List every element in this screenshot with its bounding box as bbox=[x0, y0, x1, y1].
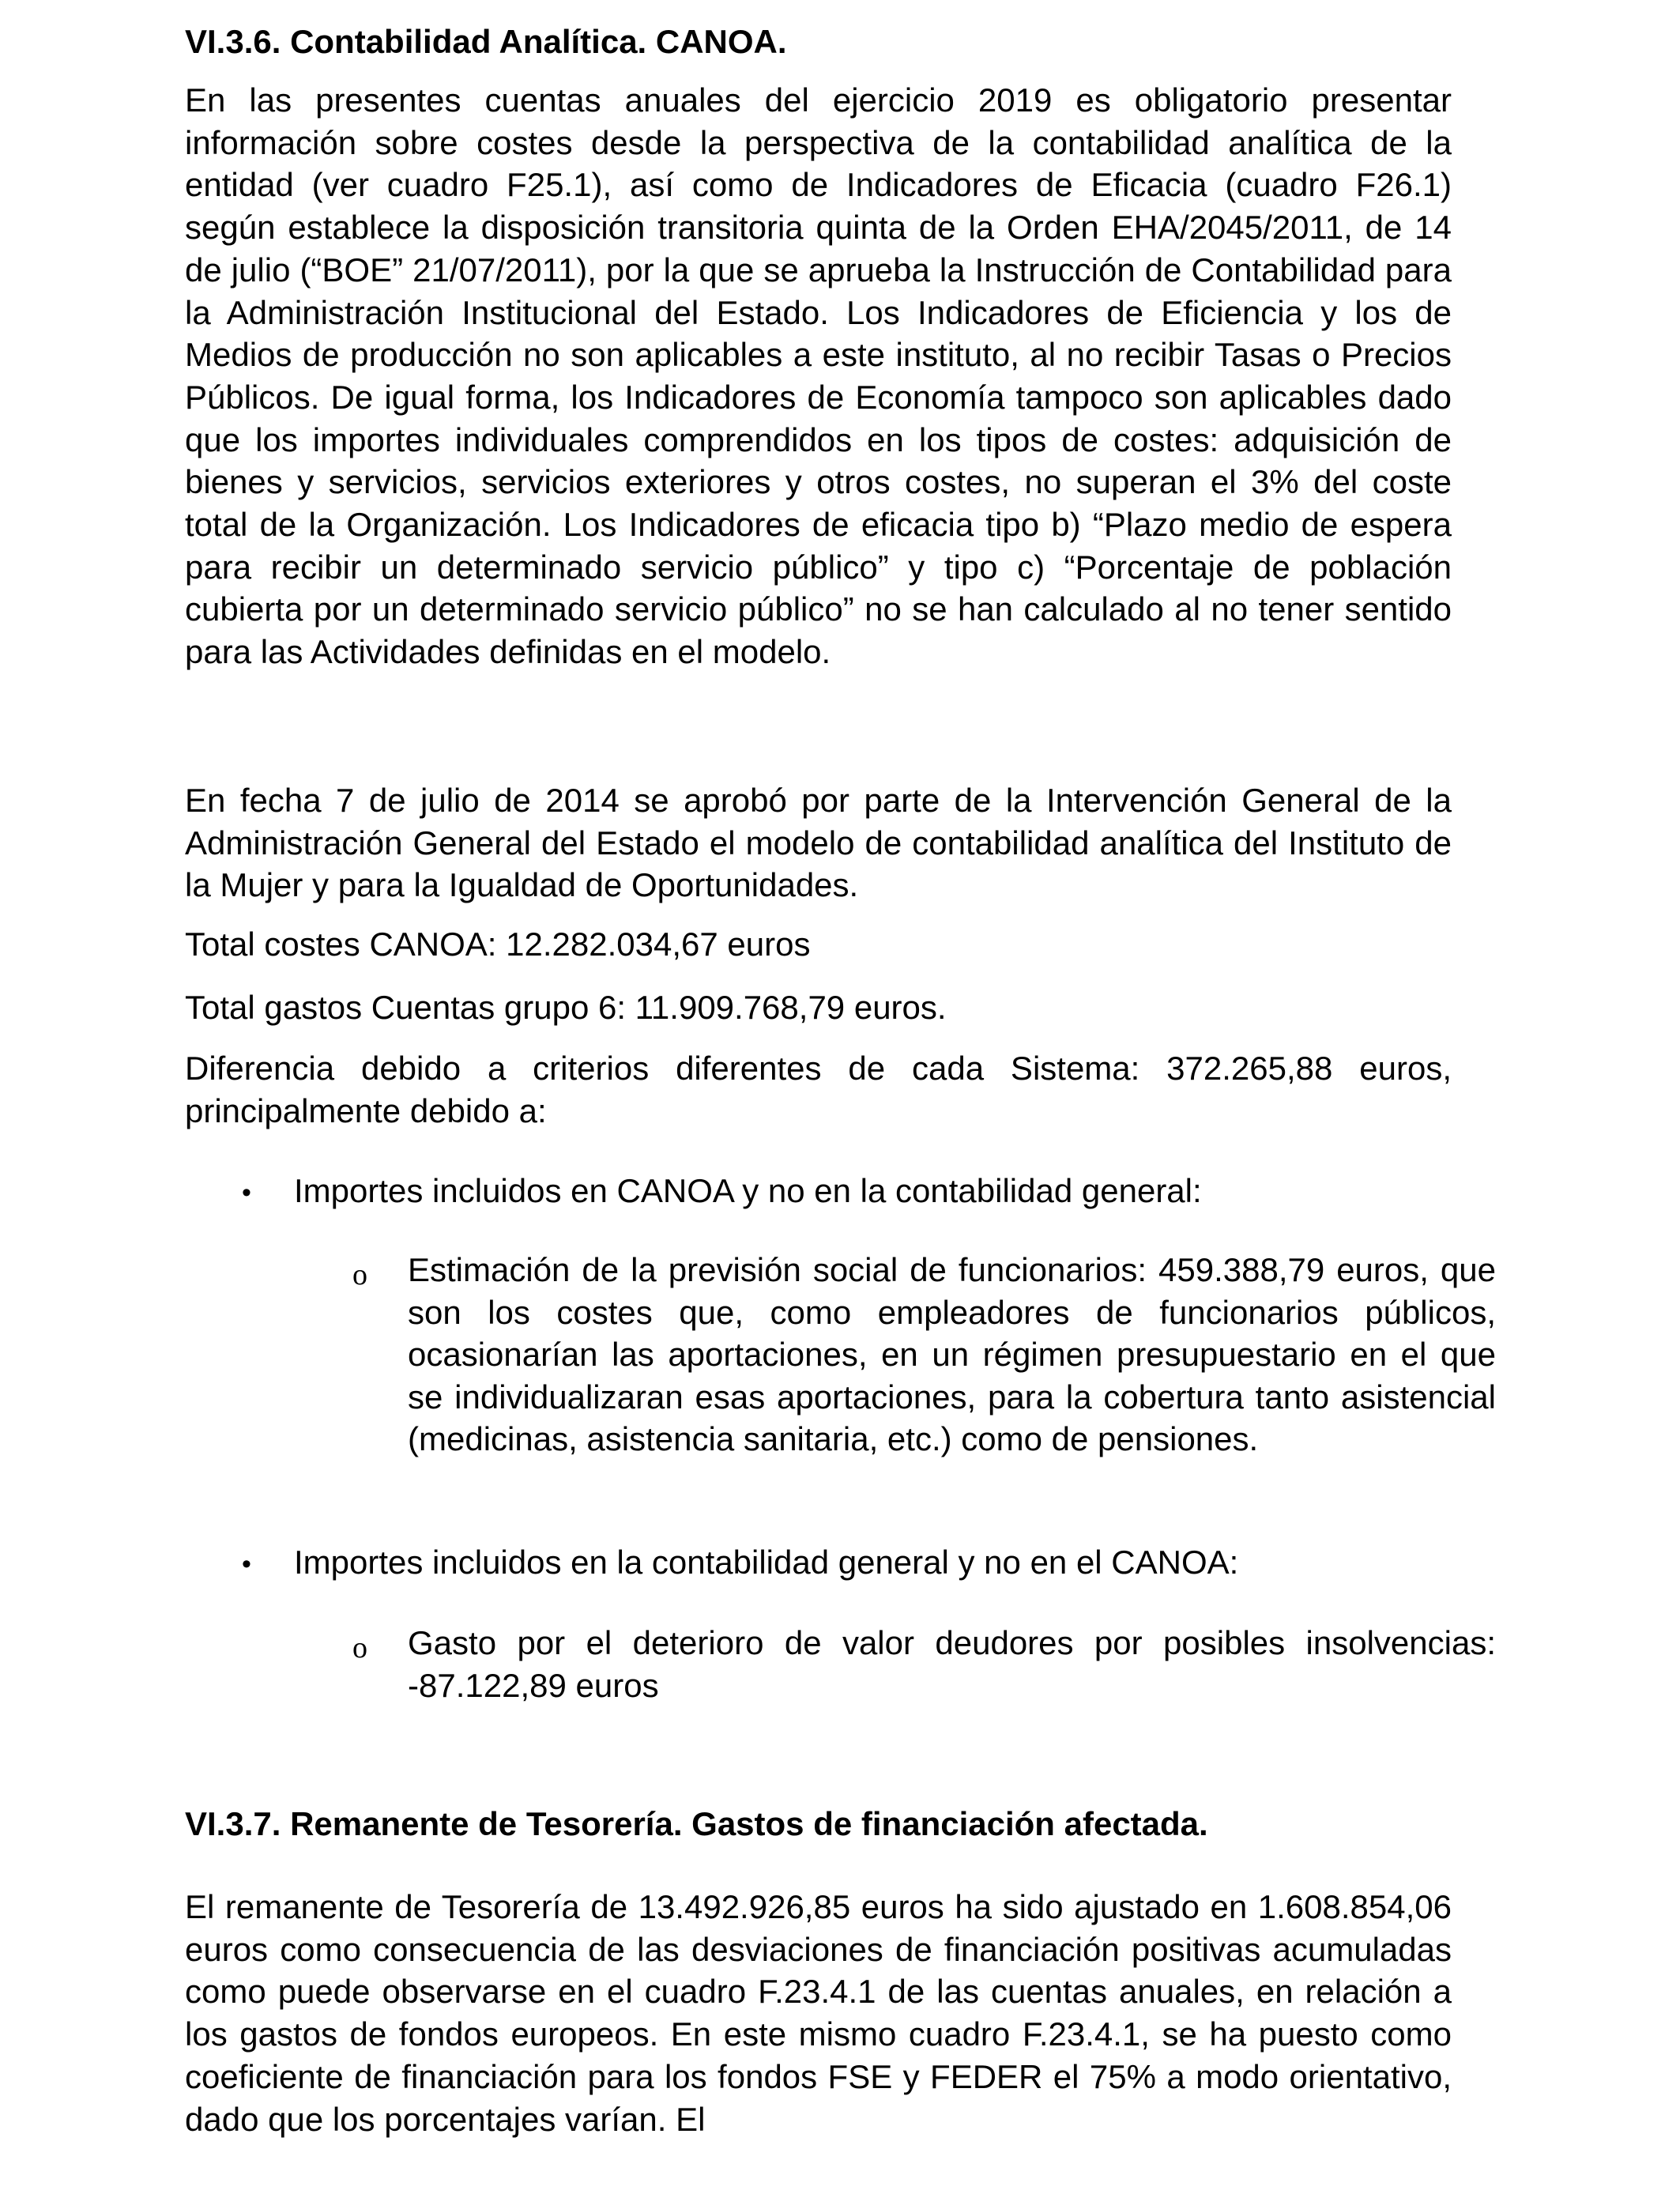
paragraph-canoa-obligation: En las presentes cuentas anuales del ejercicio 2019 es obligatorio presentar información sobre costes desde la perspectiva de la contabilidad analítica de la entidad (ver cuadro F25.1), así como de Indicadores de Eficacia (cuadro F26.1) según establece la disposición transitoria quinta de la Orden EHA/2045/2011, de 14 de julio (“BOE” 21/07/2011), por la que se aprueba la Instrucción de Contabilidad para la Administración Institucional del Estado. Los Indicadores de Eficiencia y los de Medios de producción no son aplicables a este instituto, al no recibir Tasas o Precios Públicos. De igual forma, los Indicadores de Economía tampoco son aplicables dado que los importes individuales comprendidos en los tipos de costes: adquisición de bienes y servicios, servicios exteriores y otros costes, no superan el 3% del coste total de la Organización. Los Indicadores de eficacia tipo b) “Plazo medio de espera para recibir un determinado servicio público” y tipo c) “Porcentaje de población cubierta por un determinado servicio público” no se han calculado al no tener sentido para las Actividades definidas en el modelo. bbox=[185, 81, 1452, 671]
paragraph-canoa-approval: En fecha 7 de julio de 2014 se aprobó por parte de la Intervención General de la Administración General del Estado el modelo de contabilidad analítica del Instituto de la Mujer y para la Igualdad de Oportunidades. bbox=[185, 782, 1452, 904]
total-gastos-grupo-6: Total gastos Cuentas grupo 6: 11.909.768,79 euros. bbox=[185, 989, 947, 1026]
sub-bullet-marker: o bbox=[352, 1258, 367, 1291]
section-heading-vi-3-6: VI.3.6. Contabilidad Analítica. CANOA. bbox=[185, 23, 787, 60]
bullet-item-canoa-only: Importes incluidos en CANOA y no en la contabilidad general: bbox=[294, 1172, 1202, 1209]
paragraph-diferencia: Diferencia debido a criterios diferentes de cada Sistema: 372.265,88 euros, principalmente debido a: bbox=[185, 1050, 1452, 1129]
section-heading-vi-3-7: VI.3.7. Remanente de Tesorería. Gastos de financiación afectada. bbox=[185, 1805, 1208, 1842]
sub-item-prevision-social: Estimación de la previsión social de funcionarios: 459.388,79 euros, que son los costes que, como empleadores de funcionarios públicos, ocasionarían las aportaciones, en un régimen presupuestario en el que se individualizaran esas aportaciones, para la cobertura tanto asistencial (medicinas, asistencia sanitaria, etc.) como de pensiones. bbox=[408, 1251, 1496, 1457]
bullet-marker: • bbox=[242, 1178, 251, 1208]
sub-bullet-marker: o bbox=[352, 1631, 367, 1664]
sub-item-deterioro-valor: Gasto por el deterioro de valor deudores por posibles insolvencias: -87.122,89 euros bbox=[408, 1624, 1496, 1704]
total-costes-canoa: Total costes CANOA: 12.282.034,67 euros bbox=[185, 925, 811, 963]
paragraph-remanente-tesoreria: El remanente de Tesorería de 13.492.926,85 euros ha sido ajustado en 1.608.854,06 euros como consecuencia de las desviaciones de financiación positivas acumuladas como puede observarse en el cuadro F.23.4.1 de las cuentas anuales, en relación a los gastos de fondos europeos. En este mismo cuadro F.23.4.1, se ha puesto como coeficiente de financiación para los fondos FSE y FEDER el 75% a modo orientativo, dado que los porcentajes varían. El bbox=[185, 1888, 1452, 2138]
bullet-marker: • bbox=[242, 1549, 251, 1579]
bullet-item-contabilidad-general-only: Importes incluidos en la contabilidad general y no en el CANOA: bbox=[294, 1544, 1239, 1581]
